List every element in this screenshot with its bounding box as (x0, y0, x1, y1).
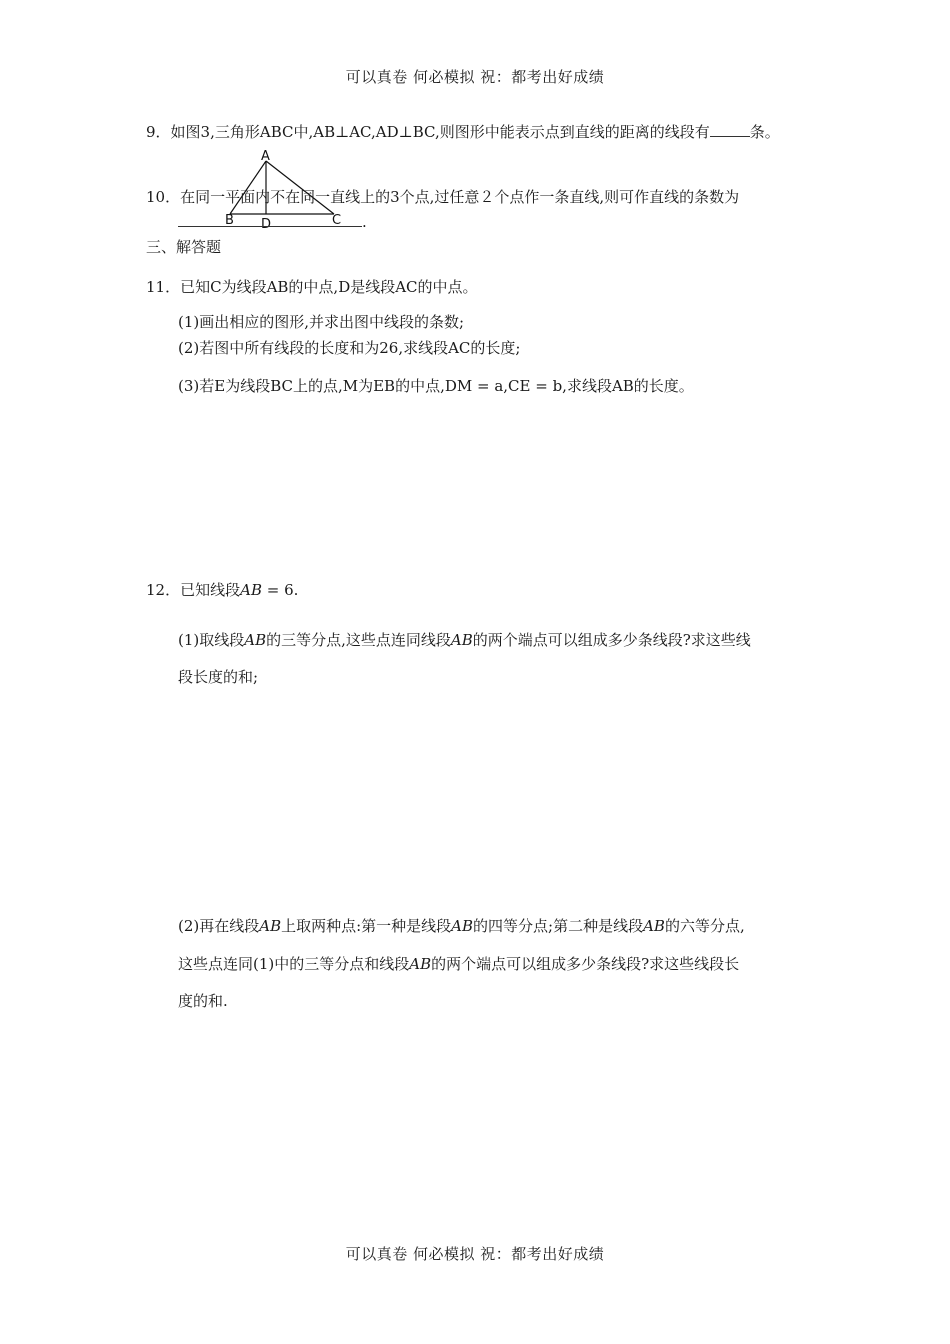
question-text: 在同一平面内不在同一直线上的3个点,过任意２个点作一条直线,则可作直线的条数为 (180, 188, 740, 206)
page-footer: 可以真卷 何必模拟 祝：都考出好成绩 (345, 1245, 605, 1263)
question-12-part-2-end: 度的和. (178, 992, 228, 1010)
segment-name: AB (240, 581, 262, 599)
question-number: 11． (146, 278, 181, 296)
page-header: 可以真卷 何必模拟 祝：都考出好成绩 (345, 68, 605, 86)
question-12-part-1: (1)取线段AB的三等分点,这些点连同线段AB的两个端点可以组成多少条线段?求这些线 (178, 631, 751, 649)
question-tail: 条。 (749, 123, 780, 141)
label-a: A (261, 149, 270, 164)
question-10-answer-line (178, 212, 367, 231)
answer-blank[interactable] (178, 212, 362, 227)
question-12-part-2-cont: 这些点连同(1)中的三等分点和线段AB的两个端点可以组成多少条线段?求这些线段长 (178, 955, 740, 973)
label-b: B (225, 213, 234, 228)
question-number: 9． (146, 123, 171, 141)
label-d: D (261, 217, 272, 232)
question-9 (146, 121, 780, 142)
question-10 (146, 186, 739, 207)
question-11-part-3: (3)若E为线段BC上的点,M为EB的中点,DM = a,CE = b,求线段AB的长度。 (178, 377, 694, 395)
question-number: 10． (146, 188, 181, 206)
label-c: C (332, 213, 342, 228)
answer-blank[interactable] (710, 122, 750, 137)
question-12-part-2: (2)再在线段AB上取两种点:第一种是线段AB的四等分点;第二种是线段AB的六等分点, (178, 917, 745, 935)
question-12: 12．已知线段AB = 6. (146, 581, 299, 599)
question-text: 如图3,三角形ABC中,AB⊥AC,AD⊥BC,则图形中能表示点到直线的距离的线段有 (170, 123, 710, 141)
section-heading: 三、解答题 (146, 238, 222, 256)
question-11 (146, 276, 478, 297)
question-11-part-1: (1)画出相应的图形,并求出图中线段的条数; (178, 313, 465, 331)
question-tail: . (362, 213, 367, 231)
question-11-part-2: (2)若图中所有线段的长度和为26,求线段AC的长度; (178, 339, 521, 357)
question-number: 12． (146, 581, 181, 599)
question-12-part-1-cont: 段长度的和; (178, 668, 259, 686)
question-text: 已知C为线段AB的中点,D是线段AC的中点。 (180, 278, 478, 296)
